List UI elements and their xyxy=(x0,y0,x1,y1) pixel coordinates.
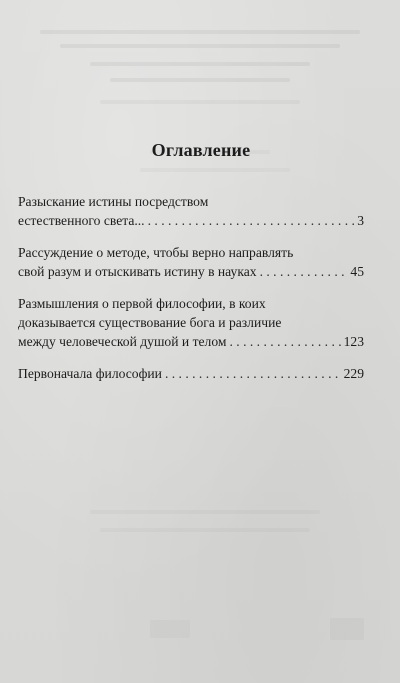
toc-entry[interactable] xyxy=(18,192,364,230)
toc-entry[interactable] xyxy=(18,243,364,281)
toc-entry-line: Первоначала философии xyxy=(18,366,162,381)
toc-page-number: 3 xyxy=(357,213,364,228)
toc-page-number: 123 xyxy=(343,334,364,349)
toc-entry-line: Размышления о первой философии, в коих xyxy=(18,296,266,311)
dot-leader xyxy=(165,364,341,383)
toc-page-number: 229 xyxy=(343,366,364,381)
toc-entry-line: между человеческой душой и телом xyxy=(18,334,227,349)
dot-leader xyxy=(148,211,355,230)
toc-entry[interactable] xyxy=(18,294,364,351)
toc-entry-line: доказывается существование бога и различие xyxy=(18,315,282,330)
dot-leader xyxy=(229,332,340,351)
dot-leader xyxy=(260,262,348,281)
toc-title: Оглавление xyxy=(151,140,251,160)
table-of-contents xyxy=(18,138,364,396)
toc-entry[interactable] xyxy=(18,364,364,383)
toc-page-number: 45 xyxy=(350,264,364,279)
toc-entry-line: Разыскание истины посредством xyxy=(18,194,209,209)
toc-entry-line: Рассуждение о методе, чтобы верно направлять xyxy=(18,245,294,260)
toc-entry-line: свой разум и отыскивать истину в науках xyxy=(18,264,257,279)
toc-entry-line: естественного света... xyxy=(18,213,145,228)
